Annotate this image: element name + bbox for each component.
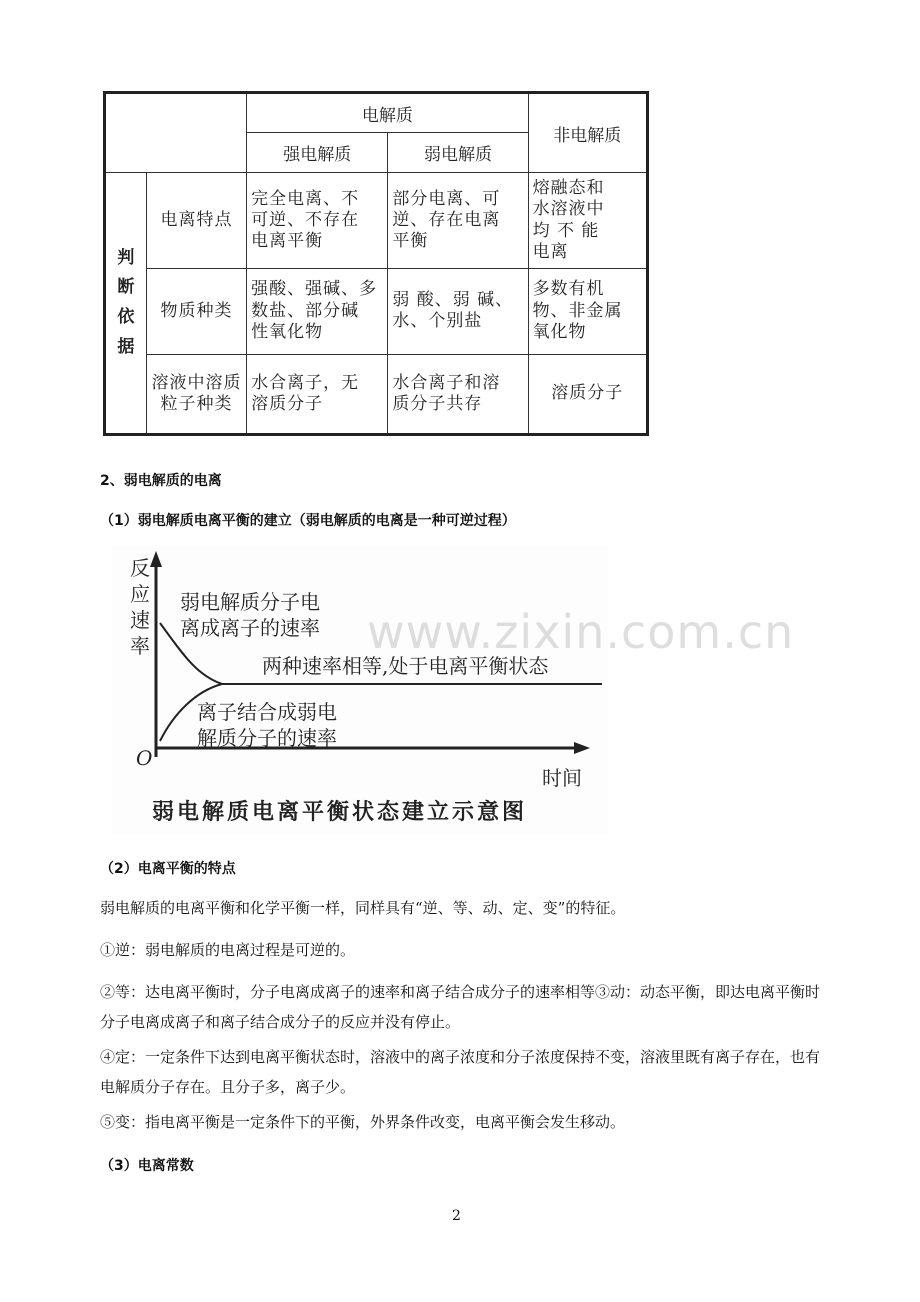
- header-electrolyte: 电解质: [247, 93, 528, 133]
- x-axis-arrow: [574, 742, 590, 754]
- header-strong-electrolyte: 强电解质: [247, 133, 388, 173]
- row-label-solute-particles: 溶液中溶质 粒子种类: [146, 354, 246, 434]
- combination-rate-label: 离子结合成弱电 解质分子的速率: [197, 700, 337, 750]
- row-label-substance-types: 物质种类: [146, 269, 246, 355]
- y-axis-label: 反 应 速 率: [130, 556, 150, 658]
- table-corner-cell: [105, 93, 247, 173]
- diagram-caption: 弱电解质电离平衡状态建立示意图: [152, 799, 528, 825]
- subsection-1-title: （1）弱电解质电离平衡的建立（弱电解质的电离是一种可逆过程）: [100, 513, 516, 529]
- paragraph-intro: 弱电解质的电离平衡和化学平衡一样，同样具有“逆、等、动、定、变”的特征。: [100, 899, 626, 917]
- watermark: www.zixin.com.cn: [367, 605, 795, 659]
- row-label-ionization: 电离特点: [146, 173, 246, 269]
- judgement-basis-label: 判 断 依 据: [105, 173, 147, 435]
- header-weak-electrolyte: 弱电解质: [388, 133, 528, 173]
- subsection-2-title: （2）电离平衡的特点: [100, 861, 236, 877]
- paragraph-change: ⑤变：指电离平衡是一定条件下的平衡，外界条件改变，电离平衡会发生移动。: [100, 1113, 626, 1131]
- section-2-title: 2、弱电解质的电离: [100, 473, 222, 489]
- electrolyte-comparison-table: [103, 91, 649, 436]
- paragraph-equal-dynamic: ②等：达电离平衡时，分子电离成离子的速率和离子结合成分子的速率相等③动：动态平衡，即达电离平衡时分子电离成离子和离子结合成分子的反应并没有停止。: [100, 983, 821, 1031]
- subsection-3-title: （3）电离常数: [100, 1158, 194, 1174]
- header-non-electrolyte: 非电解质: [528, 93, 647, 173]
- equilibrium-label: 两种速率相等,处于电离平衡状态: [262, 654, 549, 678]
- cell-weak-particles: 水合离子和溶 质分子共存: [388, 354, 528, 434]
- cell-non-substances: 多数有机 物、非金属 氧化物: [528, 269, 647, 355]
- ionization-equilibrium-diagram: [112, 545, 795, 835]
- origin-label: O: [136, 746, 153, 770]
- cell-weak-substances: 弱 酸、弱 碱、 水、个别盐: [388, 269, 528, 355]
- cell-non-ionization: 熔融态和 水溶液中 均 不 能 电离: [528, 173, 647, 269]
- x-axis-label: 时间: [542, 766, 582, 790]
- ionization-rate-label: 弱电解质分子电 离成离子的速率: [180, 590, 320, 640]
- page-number: 2: [452, 1208, 461, 1224]
- cell-weak-ionization: 部分电离、可 逆、存在电离 平衡: [388, 173, 528, 269]
- paragraph-fixed: ④定：一定条件下达到电离平衡状态时，溶液中的离子浓度和分子浓度保持不变，溶液里既有离子存在，也有电解质分子存在。且分子多，离子少。: [100, 1048, 821, 1096]
- cell-strong-substances: 强酸、强碱、多 数盐、部分碱 性氧化物: [247, 269, 388, 355]
- cell-strong-ionization: 完全电离、不 可逆、不存在 电离平衡: [247, 173, 388, 269]
- paragraph-reversible: ①逆：弱电解质的电离过程是可逆的。: [100, 941, 356, 959]
- cell-non-particles: 溶质分子: [528, 354, 647, 434]
- cell-strong-particles: 水合离子，无 溶质分子: [247, 354, 388, 434]
